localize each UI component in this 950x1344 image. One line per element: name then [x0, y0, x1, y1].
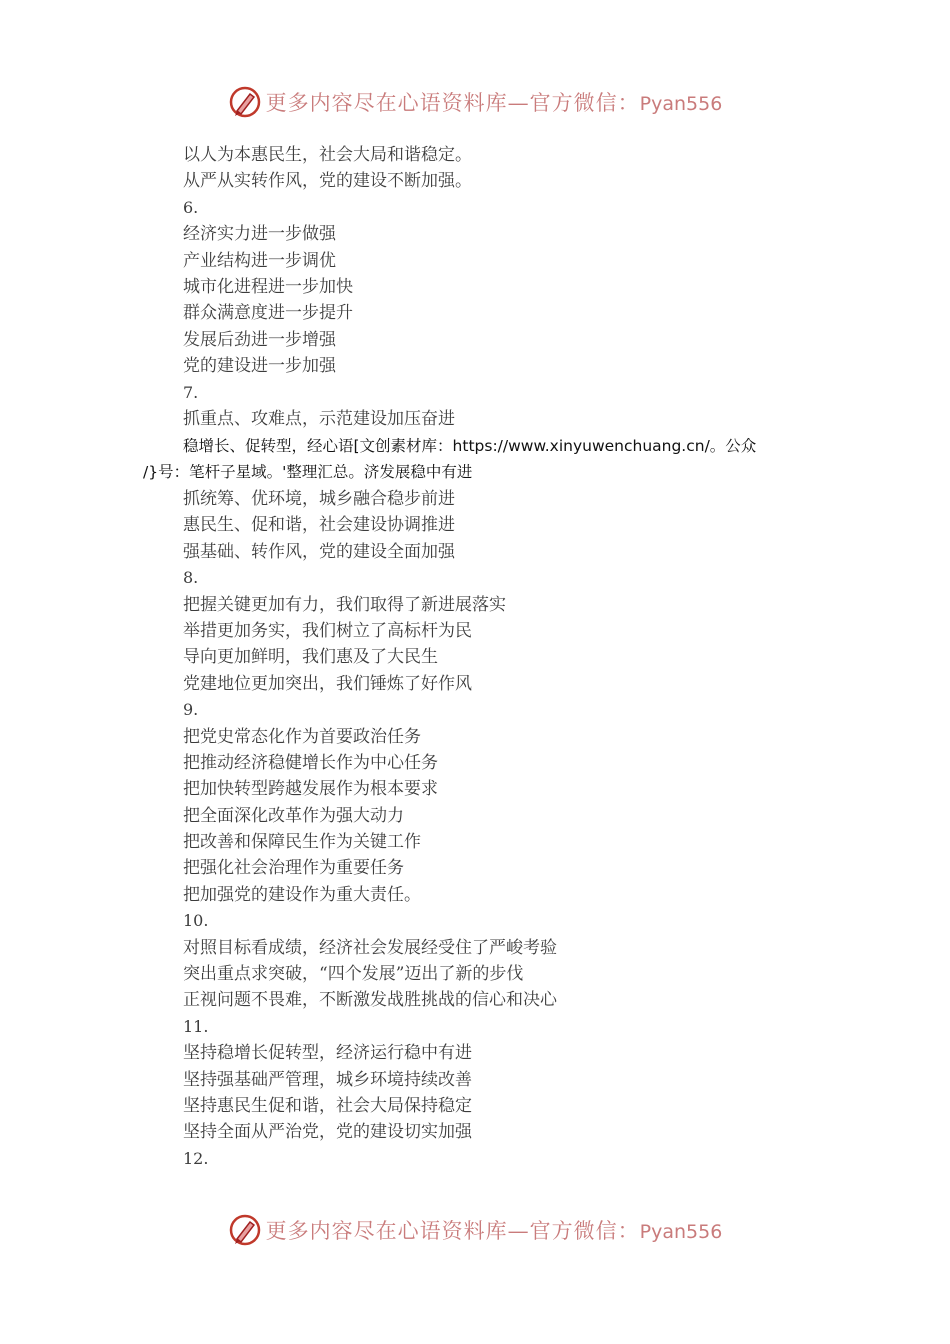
text-line: 抓统筹、优环境，城乡融合稳步前进: [183, 489, 455, 509]
text-line: 把加快转型跨越发展作为根本要求: [183, 779, 438, 800]
text-line: 对照目标看成绩，经济社会发展经受住了严峻考验: [183, 937, 557, 958]
watermark-line-1: 稳增长、促转型，经心语[文创素材库：https://www.xinyuwenchuang.cn/。公众: [183, 437, 757, 455]
text-line: 把全面深化改革作为强大动力: [183, 805, 404, 826]
text-line: 产业结构进一步调优: [183, 250, 336, 271]
text-line: 以人为本惠民生，社会大局和谐稳定。: [183, 145, 472, 165]
text-line: 突出重点求突破，“四个发展”迈出了新的步伐: [183, 964, 524, 985]
section-number: 7.: [183, 382, 199, 402]
section-number: 8.: [183, 568, 199, 588]
header-banner: [0, 82, 950, 122]
section-number: 10.: [183, 911, 209, 931]
text-line: 发展后劲进一步增强: [183, 329, 336, 350]
watermark-text: [143, 433, 823, 486]
text-line: 把推动经济稳健增长作为中心任务: [183, 752, 438, 773]
watermark-line-2: /}号：笔杆子星域。'整理汇总。济发展稳中有进: [143, 463, 473, 482]
text-line: 把强化社会治理作为重要任务: [183, 858, 404, 879]
text-line: 把改善和保障民生作为关键工作: [183, 832, 421, 853]
body-text-block-b: [183, 486, 823, 1172]
footer-banner: [0, 1210, 950, 1250]
pen-logo-icon: [228, 85, 262, 119]
text-line: 群众满意度进一步提升: [183, 303, 353, 324]
text-line: 把加强党的建设作为重大责任。: [183, 884, 421, 905]
text-line: 城市化进程进一步加快: [183, 276, 353, 297]
text-line: 坚持惠民生促和谐，社会大局保持稳定: [183, 1095, 472, 1116]
text-line: 惠民生、促和谐，社会建设协调推进: [183, 515, 455, 536]
body-text-block-a: [183, 142, 823, 432]
text-line: 坚持强基础严管理，城乡环境持续改善: [183, 1069, 472, 1090]
header-text: 更多内容尽在心语资料库—官方微信：Pyan556: [265, 91, 723, 115]
section-number: 9.: [183, 700, 199, 720]
section-number: 11.: [183, 1016, 209, 1036]
text-line: 党的建设进一步加强: [183, 356, 336, 377]
text-line: 举措更加务实，我们树立了高标杆为民: [183, 620, 472, 641]
text-line: 从严从实转作风，党的建设不断加强。: [183, 171, 472, 192]
text-line: 经济实力进一步做强: [183, 224, 336, 245]
pen-logo-icon: [228, 1213, 262, 1247]
text-line: 把握关键更加有力，我们取得了新进展落实: [183, 594, 506, 615]
text-line: 坚持全面从严治党，党的建设切实加强: [183, 1122, 472, 1143]
section-number: 6.: [183, 197, 199, 217]
text-line: 正视问题不畏难，不断激发战胜挑战的信心和决心: [183, 990, 557, 1011]
text-line: 把党史常态化作为首要政治任务: [183, 726, 421, 747]
text-line: 坚持稳增长促转型，经济运行稳中有进: [183, 1043, 472, 1064]
footer-text: 更多内容尽在心语资料库—官方微信：Pyan556: [265, 1219, 723, 1243]
text-line: 导向更加鲜明，我们惠及了大民生: [183, 647, 438, 668]
text-line: 抓重点、攻难点，示范建设加压奋进: [183, 408, 455, 429]
section-number: 12.: [183, 1148, 209, 1168]
text-line: 强基础、转作风，党的建设全面加强: [183, 541, 455, 562]
text-line: 党建地位更加突出，我们锤炼了好作风: [183, 673, 472, 694]
